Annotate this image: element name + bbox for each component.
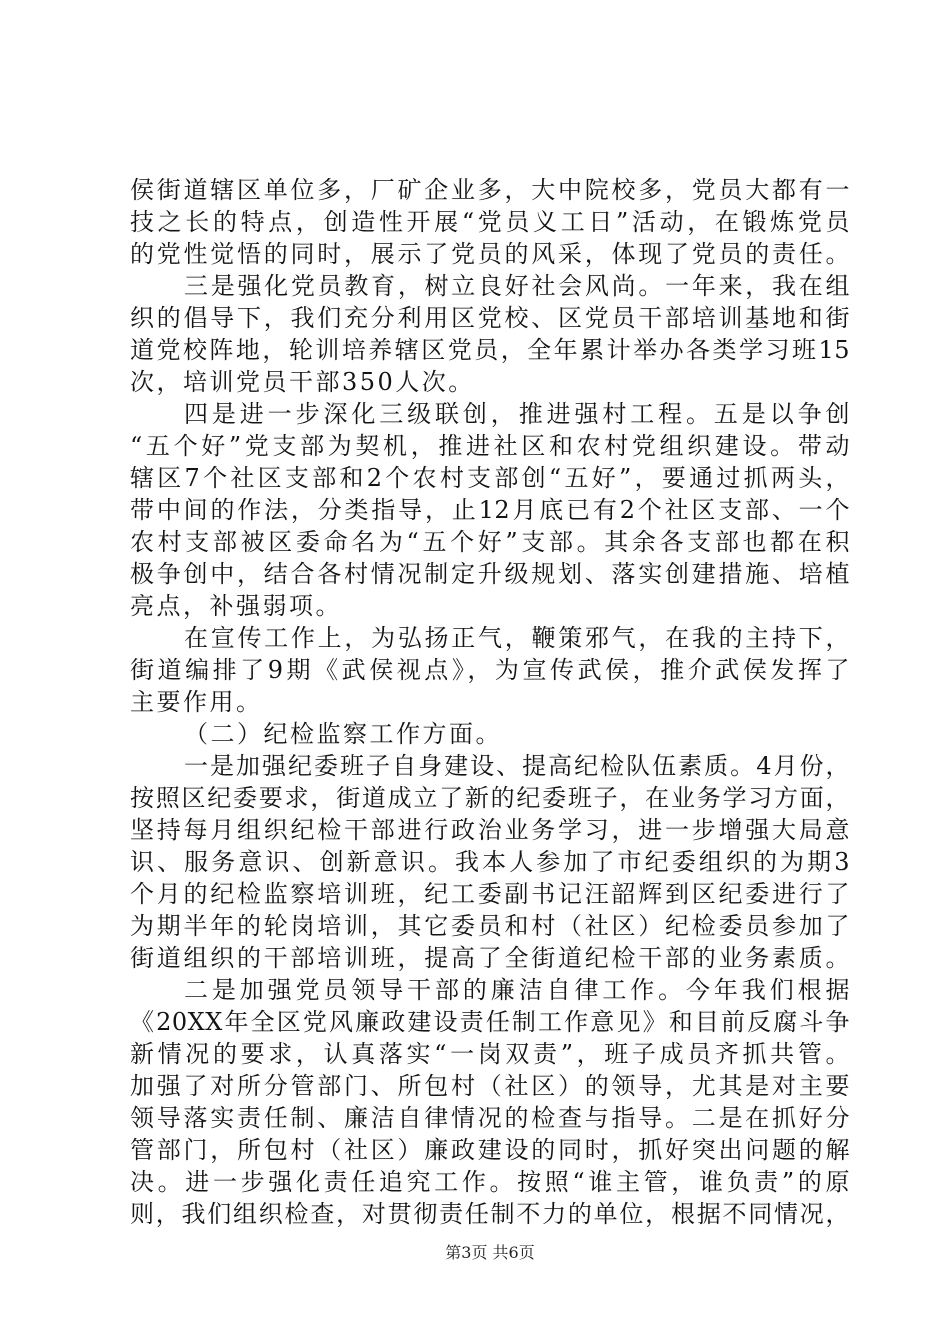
text-line: 新情况的要求，认真落实“一岗双责”，班子成员齐抓共管。 (130, 1040, 850, 1068)
text-line: 技之长的特点，创造性开展“党员义工日”活动，在锻炼党员 (130, 208, 850, 236)
text-line: 一是加强纪委班子自身建设、提高纪检队伍素质。4月份， (184, 752, 850, 780)
text-line: 街道组织的干部培训班，提高了全街道纪检干部的业务素质。 (130, 944, 850, 972)
text-line: 农村支部被区委命名为“五个好”支部。其余各支部也都在积 (130, 528, 850, 556)
section-heading (130, 718, 850, 750)
text-line: 辖区7个社区支部和2个农村支部创“五好”，要通过抓两头， (130, 464, 850, 492)
text-line: 侯街道辖区单位多，厂矿企业多，大中院校多，党员大都有一 (130, 176, 850, 204)
text-line: 在宣传工作上，为弘扬正气，鞭策邪气，在我的主持下， (184, 624, 850, 652)
text-line: 三是强化党员教育，树立良好社会风尚。一年来，我在组 (184, 272, 850, 300)
text-line: 个月的纪检监察培训班，纪工委副书记汪韶辉到区纪委进行了 (130, 880, 850, 908)
text-line: 亮点，补强弱项。 (130, 592, 342, 620)
paragraph (130, 174, 850, 270)
text-line: 主要作用。 (130, 688, 263, 716)
text-line: 加强了对所分管部门、所包村（社区）的领导，尤其是对主要 (130, 1072, 850, 1100)
text-line: 道党校阵地，轮训培养辖区党员，全年累计举办各类学习班15 (130, 336, 850, 364)
text-line: （二）纪检监察工作方面。 (184, 720, 502, 748)
text-line: 则，我们组织检查，对贯彻责任制不力的单位，根据不同情况， (130, 1200, 850, 1228)
text-line: 次，培训党员干部350人次。 (130, 368, 475, 396)
text-line: 的党性觉悟的同时，展示了党员的风采，体现了党员的责任。 (130, 240, 850, 268)
text-line: 为期半年的轮岗培训，其它委员和村（社区）纪检委员参加了 (130, 912, 850, 940)
text-line: 领导落实责任制、廉洁自律情况的检查与指导。二是在抓好分 (130, 1104, 850, 1132)
body-text (130, 174, 850, 1230)
text-line: 决。进一步强化责任追究工作。按照“谁主管，谁负责”的原 (130, 1168, 850, 1196)
text-line: 管部门，所包村（社区）廉政建设的同时，抓好突出问题的解 (130, 1136, 850, 1164)
paragraph (130, 622, 850, 718)
text-line: 坚持每月组织纪检干部进行政治业务学习，进一步增强大局意 (130, 816, 850, 844)
paragraph (130, 750, 850, 974)
paragraph (130, 270, 850, 398)
text-line: 织的倡导下，我们充分利用区党校、区党员干部培训基地和街 (130, 304, 850, 332)
text-line: “五个好”党支部为契机，推进社区和农村党组织建设。带动 (130, 432, 850, 460)
page-number-footer: 第3页 共6页 (445, 1243, 535, 1262)
text-line: 街道编排了9期《武侯视点》，为宣传武侯，推介武侯发挥了 (130, 656, 850, 684)
text-line: 极争创中，结合各村情况制定升级规划、落实创建措施、培植 (130, 560, 850, 588)
text-line: 《20XX年全区党风廉政建设责任制工作意见》和目前反腐斗争 (130, 1008, 850, 1036)
text-line: 二是加强党员领导干部的廉洁自律工作。今年我们根据 (184, 976, 850, 1004)
text-line: 带中间的作法，分类指导，止12月底已有2个社区支部、一个 (130, 496, 850, 524)
text-line: 按照区纪委要求，街道成立了新的纪委班子，在业务学习方面， (130, 784, 850, 812)
text-line: 识、服务意识、创新意识。我本人参加了市纪委组织的为期3 (130, 848, 850, 876)
paragraph (130, 974, 850, 1230)
text-line: 四是进一步深化三级联创，推进强村工程。五是以争创 (184, 400, 850, 428)
paragraph (130, 398, 850, 622)
